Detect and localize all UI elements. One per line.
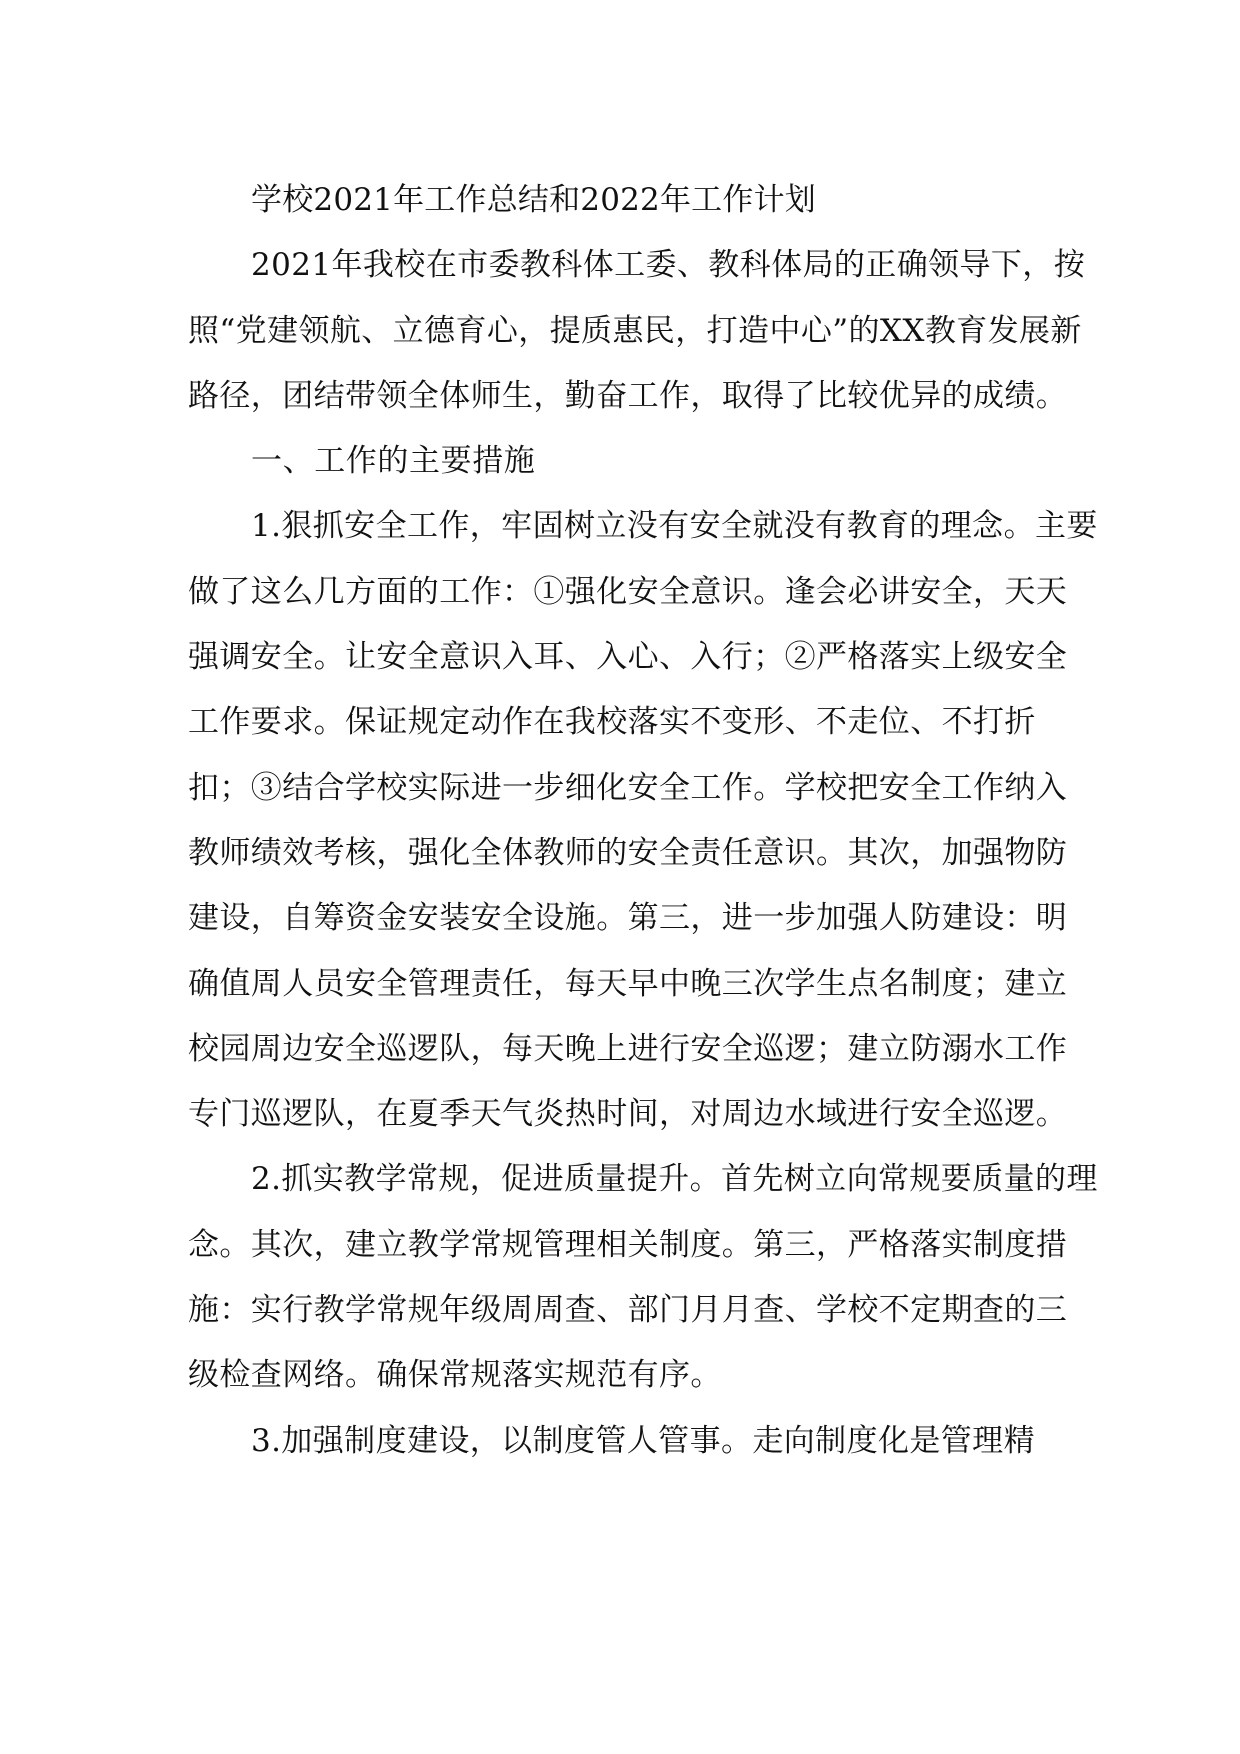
document-body <box>188 168 1098 1474</box>
item-3-paragraph: 3.加强制度建设，以制度管人管事。走向制度化是管理精 <box>251 1422 1035 1459</box>
intro-paragraph: 2021年我校在市委教科体工委、教科体局的正确领导下，按照“党建领航、立德育心，提质惠民，打造中心”的XX教育发展新路径，团结带领全体师生，勤奋工作，取得了比较优异的成绩。 <box>188 247 1086 414</box>
document-title: 学校2021年工作总结和2022年工作计划 <box>251 182 816 218</box>
section-heading: 一、工作的主要措施 <box>251 443 536 480</box>
item-1-paragraph: 1.狠抓安全工作，牢固树立没有安全就没有教育的理念。主要做了这么几方面的工作：①强化安全意识。逢会必讲安全，天天强调安全。让安全意识入耳、入心、入行；②严格落实上级安全工作要求。保证规定动作在我校落实不变形、不走位、不打折扣；③结合学校实际进一步细化安全工作。学校把安全工作纳入教师绩效考核，强化全体教师的安全责任意识。其次，加强物防建设，自筹资金安装安全设施。第三，进一步加强人防建设：明确值周人员安全管理责任，每天早中晚三次学生点名制度；建立校园周边安全巡逻队，每天晚上进行安全巡逻；建立防溺水工作专门巡逻队，在夏季天气炎热时间，对周边水域进行安全巡逻。 <box>188 508 1098 1133</box>
item-2-paragraph: 2.抓实教学常规，促进质量提升。首先树立向常规要质量的理念。其次，建立教学常规管理相关制度。第三，严格落实制度措施：实行教学常规年级周周查、部门月月查、学校不定期查的三级检查网络。确保常规落实规范有序。 <box>188 1161 1098 1394</box>
